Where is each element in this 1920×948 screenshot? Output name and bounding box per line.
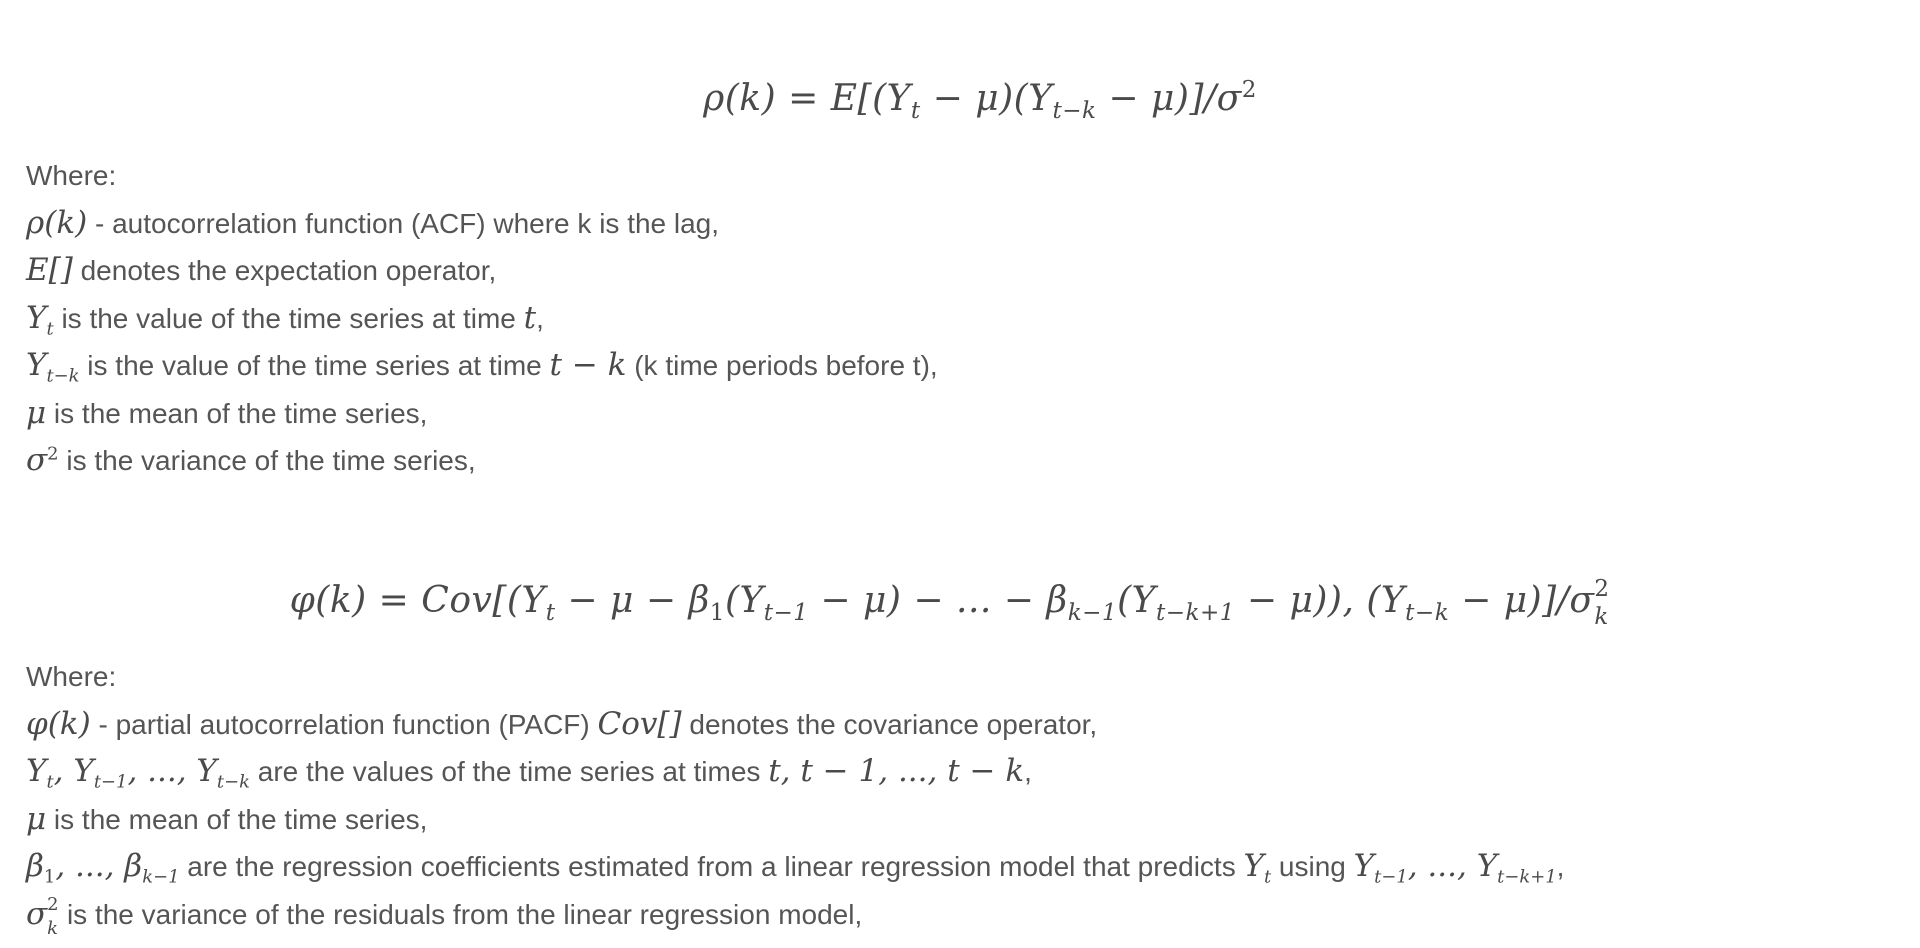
pacf-def-beta-text2: using bbox=[1271, 851, 1354, 882]
acf-def-rho-sym: ρ(k) bbox=[26, 204, 88, 241]
pacf-def-values-text: are the values of the time series at times bbox=[249, 756, 769, 787]
pacf-formula-sigma-scripts: 2 k bbox=[1594, 576, 1610, 630]
pacf-def-mu-sym: μ bbox=[26, 800, 47, 837]
pacf-formula-sub-tm1: t−1 bbox=[763, 600, 809, 627]
pacf-def-mu bbox=[26, 796, 1564, 844]
acf-def-rho bbox=[26, 200, 938, 248]
pacf-def-cov-text: denotes the covariance operator, bbox=[681, 708, 1098, 740]
pacf-formula-p2: − μ − β bbox=[555, 580, 710, 621]
acf-formula-sub-tk: t−k bbox=[1052, 98, 1097, 125]
pacf-def-values bbox=[26, 748, 1564, 796]
pacf-formula-sub-tkp1: t−k+1 bbox=[1155, 600, 1235, 627]
acf-formula-sup-2: 2 bbox=[1241, 77, 1257, 103]
pacf-def-beta-sym-a: β bbox=[26, 848, 44, 884]
acf-formula-lhs: ρ(k) bbox=[703, 78, 777, 119]
pacf-def-values-sub-b: t−1 bbox=[93, 771, 128, 793]
pacf-formula-p3: (Y bbox=[724, 580, 764, 621]
pacf-def-sigma bbox=[26, 891, 1564, 939]
pacf-formula-sub-1: 1 bbox=[709, 600, 725, 627]
pacf-def-mu-text: is the mean of the time series, bbox=[46, 803, 428, 835]
acf-def-yt-sym: Y bbox=[26, 299, 47, 336]
acf-formula-eq: = bbox=[788, 78, 819, 119]
pacf-def-phi-text: - partial autocorrelation function (PACF) bbox=[90, 708, 598, 740]
pacf-formula-sub-km1: k−1 bbox=[1067, 600, 1118, 627]
pacf-formula-p6: − μ)), (Y bbox=[1234, 580, 1406, 621]
pacf-def-sigma-sym: σ bbox=[26, 895, 48, 932]
acf-def-sigma-sym: σ bbox=[26, 442, 48, 478]
acf-definitions bbox=[26, 152, 938, 485]
pacf-formula-p1: [(Y bbox=[492, 580, 546, 621]
pacf-def-sigma-scripts: 2 k bbox=[47, 893, 59, 939]
acf-formula-minus-mu-1: − μ)(Y bbox=[920, 78, 1053, 119]
acf-def-ytk-sub: t−k bbox=[46, 365, 80, 387]
acf-def-ytk-tail-sym: t − k bbox=[549, 347, 627, 383]
pacf-formula-p4: − μ) − ... − β bbox=[808, 580, 1068, 621]
pacf-formula bbox=[0, 576, 1910, 630]
pacf-formula-eq: = bbox=[378, 580, 410, 621]
pacf-def-values-sub-a: t bbox=[46, 771, 54, 793]
acf-def-ytk-tail: (k time periods before t), bbox=[626, 350, 938, 381]
pacf-def-beta-sub-a: 1 bbox=[43, 866, 56, 888]
acf-def-rho-text: - autocorrelation function (ACF) where k is the lag, bbox=[87, 207, 720, 239]
pacf-formula-cov: Cov bbox=[421, 580, 493, 621]
acf-formula-minus-mu-2: − μ)]/σ bbox=[1096, 78, 1242, 119]
pacf-def-values-tail-sym: t, t − 1, ..., t − k bbox=[768, 753, 1025, 789]
pacf-def-beta-sub-e: t−k+1 bbox=[1497, 866, 1557, 888]
acf-def-ytk bbox=[26, 342, 938, 390]
pacf-formula-lhs: φ(k) bbox=[289, 580, 367, 621]
pacf-formula-sub-t: t bbox=[545, 600, 556, 627]
pacf-def-values-sub-c: t−k bbox=[216, 771, 250, 793]
acf-def-ytk-text: is the value of the time series at time bbox=[79, 350, 550, 381]
pacf-def-sigma-text: is the variance of the residuals from the linear regression model, bbox=[59, 898, 863, 930]
acf-def-sigma bbox=[26, 437, 938, 485]
acf-def-expectation bbox=[26, 247, 938, 295]
acf-def-ytk-sym: Y bbox=[26, 347, 47, 383]
pacf-def-values-sym-a: Y bbox=[26, 753, 47, 789]
pacf-def-beta-sym-c: Y bbox=[1243, 848, 1264, 884]
pacf-def-phi bbox=[26, 701, 1564, 749]
pacf-def-beta-sym-b: , ..., β bbox=[55, 848, 143, 884]
acf-def-yt-text: is the value of the time series at time bbox=[53, 302, 524, 334]
acf-def-expectation-sym: E[] bbox=[26, 252, 73, 288]
acf-def-yt-tail-sym: t bbox=[523, 299, 537, 336]
pacf-def-beta-sub-d: t−1 bbox=[1374, 866, 1408, 888]
pacf-def-beta bbox=[26, 843, 1564, 891]
acf-formula-sub-t: t bbox=[910, 98, 921, 125]
acf-def-expectation-text: denotes the expectation operator, bbox=[72, 255, 497, 286]
acf-def-sigma-text: is the variance of the time series, bbox=[58, 445, 476, 476]
pacf-formula-p7: − μ)]/σ bbox=[1449, 580, 1595, 621]
pacf-where-label: Where: bbox=[26, 661, 117, 692]
acf-formula-rhs-start: E[(Y bbox=[830, 78, 911, 119]
pacf-def-values-tail: , bbox=[1024, 756, 1032, 787]
pacf-def-beta-sym-d: Y bbox=[1353, 848, 1375, 884]
acf-formula bbox=[20, 77, 1920, 125]
acf-def-yt-sub: t bbox=[46, 318, 54, 340]
pacf-definitions bbox=[26, 653, 1564, 938]
pacf-def-values-sym-b: , Y bbox=[53, 753, 94, 789]
pacf-formula-sub-tk: t−k bbox=[1405, 600, 1450, 627]
pacf-def-beta-sym-e: , ..., Y bbox=[1407, 848, 1498, 884]
pacf-formula-p5: (Y bbox=[1117, 580, 1156, 621]
acf-def-yt bbox=[26, 295, 938, 343]
pacf-def-phi-sym: φ(k) bbox=[26, 705, 91, 742]
acf-def-mu bbox=[26, 390, 938, 438]
pacf-def-beta-tail: , bbox=[1556, 851, 1565, 882]
pacf-def-beta-sub-c: t bbox=[1263, 866, 1272, 888]
pacf-def-beta-sub-b: k−1 bbox=[142, 866, 180, 888]
acf-def-mu-text: is the mean of the time series, bbox=[46, 397, 428, 429]
pacf-def-values-sym-c: , ..., Y bbox=[127, 753, 217, 789]
acf-where-label: Where: bbox=[26, 160, 117, 191]
acf-def-mu-sym: μ bbox=[26, 394, 47, 431]
pacf-def-beta-text: are the regression coefficients estimated from a linear regression model that predicts bbox=[179, 851, 1244, 882]
pacf-def-cov-sym: Cov[] bbox=[597, 705, 682, 742]
acf-def-yt-tail: , bbox=[536, 302, 544, 334]
acf-def-sigma-sup: 2 bbox=[47, 443, 59, 465]
